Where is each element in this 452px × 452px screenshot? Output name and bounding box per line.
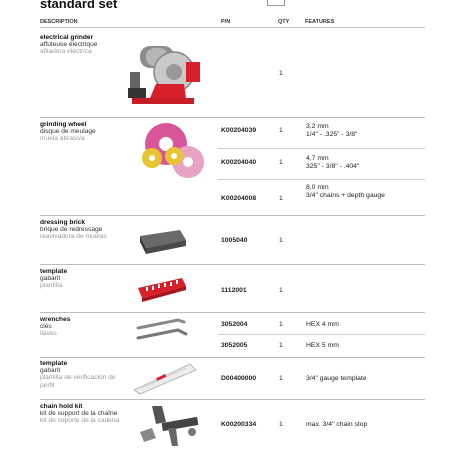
row-wheel-pn-1: K00204039 [221, 127, 257, 134]
row-template-pn: 1112001 [221, 287, 247, 294]
grinding-wheel-image [138, 122, 210, 182]
row-divider [40, 215, 425, 216]
row-chainkit-pn: K00200334 [221, 421, 257, 428]
header-description: DESCRIPTION [40, 19, 78, 25]
row-grinder-description: electrical grinder affuteuse électrique afiladora eléctrica [40, 34, 98, 56]
electric-grinder-image [126, 32, 210, 112]
gauge-template-image [130, 360, 200, 396]
header-qty: QTY [278, 19, 290, 25]
red-template-image [136, 270, 190, 304]
row-divider [40, 117, 425, 118]
row-gauge-features: 3/4" gauge template [306, 375, 367, 382]
row-wheel-features-2: 4,7 mm 325" - 3/8" - .404" [306, 155, 360, 170]
row-wheel-qty-3: 1 [279, 195, 283, 202]
row-divider [40, 399, 425, 400]
row-wrenches-description: wrenches clés llaves [40, 316, 71, 338]
row-gauge-qty: 1 [279, 375, 283, 382]
row-wheel-qty-1: 1 [279, 127, 283, 134]
row-wheel-description: grinding wheel disque de meulage muela abrasiva [40, 121, 96, 143]
sub-divider [218, 179, 425, 180]
row-gauge-pn: D00400000 [221, 375, 257, 382]
row-wrenches-features-1: HEX 4 mm [306, 321, 339, 328]
row-wrenches-pn-2: 3052005 [221, 342, 248, 349]
row-divider [40, 357, 425, 358]
row-divider [40, 312, 425, 313]
page-title: standard set [40, 0, 118, 11]
table-header [40, 15, 425, 28]
row-wheel-qty-2: 1 [279, 159, 283, 166]
row-wrenches-qty-1: 1 [279, 321, 283, 328]
row-chainkit-features: max. 3/4" chain stop [306, 421, 368, 428]
title-tab-icon [267, 0, 285, 6]
sub-divider [218, 148, 425, 149]
row-wheel-features-1: 3,2 mm 1/4" - .325" - 3/8" [306, 123, 358, 138]
row-wrenches-pn-1: 3052004 [221, 321, 248, 328]
row-wrenches-features-2: HEX 5 mm [306, 342, 339, 349]
hex-wrench-image [134, 316, 194, 346]
row-wheel-features-3: 8,0 mm 3/4" chains + depth gauge [306, 184, 385, 199]
row-grinder-qty: 1 [279, 70, 283, 77]
row-divider [40, 264, 425, 265]
row-chainkit-description: chain hold kit kit de support de la chaîne kit de soporte de la cadena [40, 403, 120, 425]
row-template-description: template gabarit plantilla [40, 268, 68, 290]
row-brick-qty: 1 [279, 237, 283, 244]
sub-divider [218, 334, 425, 335]
row-wrenches-qty-2: 1 [279, 342, 283, 349]
row-brick-pn: 1005040 [221, 237, 248, 244]
row-wheel-pn-3: K00204008 [221, 195, 257, 202]
row-template-qty: 1 [279, 287, 283, 294]
row-chainkit-qty: 1 [279, 421, 283, 428]
row-gauge-description: template gabarit plantilla de verificación de perfil [40, 360, 116, 389]
chain-hold-kit-image [132, 402, 208, 450]
dressing-brick-image [136, 226, 188, 256]
header-features: FEATURES [305, 19, 335, 25]
row-wheel-pn-2: K00204040 [221, 159, 257, 166]
header-pn: P/N [221, 19, 231, 25]
row-brick-description: dressing brick brique de redressage reavivadora de muelas [40, 219, 107, 241]
